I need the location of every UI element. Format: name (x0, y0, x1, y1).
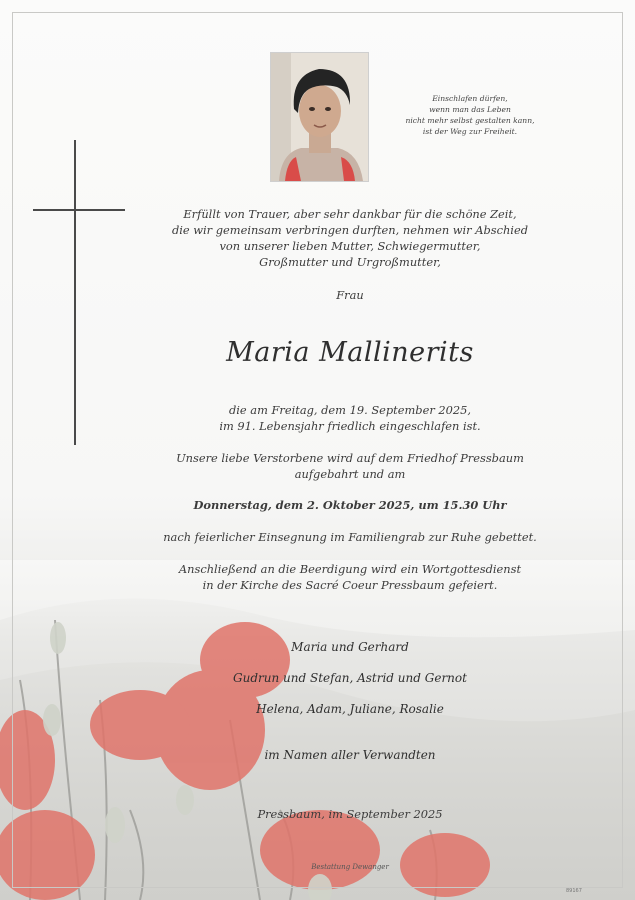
quote-line: wenn man das Leben (429, 105, 511, 114)
salutation: Frau (336, 288, 364, 302)
death-notice-line: die am Freitag, dem 19. September 2025, (229, 403, 471, 417)
family-line: Helena, Adam, Juliane, Rosalie (256, 702, 444, 716)
family-line: Gudrun und Stefan, Astrid und Gernot (233, 671, 467, 685)
service-line: Anschließend an die Beerdigung wird ein Wortgottesdienst (178, 562, 522, 576)
funeral-date: Donnerstag, dem 2. Oktober 2025, um 15.30 Uhr (193, 498, 507, 512)
quote-line: nicht mehr selbst gestalten kann, (405, 116, 535, 125)
cross-symbol-vertical (74, 140, 76, 445)
viewing-line: Unsere liebe Verstorbene wird auf dem Friedhof Pressbaum (176, 451, 524, 465)
deceased-name: Maria Mallinerits (226, 337, 474, 368)
quote-line: ist der Weg zur Freiheit. (422, 127, 518, 136)
viewing-text (110, 450, 590, 482)
service-line: in der Kirche des Sacré Coeur Pressbaum gefeiert. (202, 578, 498, 592)
intro-text (110, 206, 590, 270)
burial-text: nach feierlicher Einsegnung im Familiengrab zur Ruhe gebettet. (163, 530, 537, 544)
death-notice (110, 402, 590, 434)
intro-line: die wir gemeinsam verbringen durften, nehmen wir Abschied (171, 223, 528, 237)
undertaker-credit: Bestattung Dewanger (311, 863, 389, 871)
service-text (110, 561, 590, 593)
intro-line: von unserer lieben Mutter, Schwiegermutter, (219, 239, 481, 253)
family-line: im Namen aller Verwandten (264, 748, 436, 762)
form-code: 89167 (566, 888, 582, 894)
poppy-field-background (0, 560, 635, 900)
place-date: Pressbaum, im September 2025 (257, 807, 443, 821)
family-line: Maria und Gerhard (291, 640, 409, 654)
portrait-photo (270, 52, 369, 182)
quote (404, 93, 536, 137)
quote-line: Einschlafen dürfen, (432, 94, 508, 103)
intro-line: Großmutter und Urgroßmutter, (259, 255, 441, 269)
death-notice-line: im 91. Lebensjahr friedlich eingeschlafen ist. (219, 419, 481, 433)
intro-line: Erfüllt von Trauer, aber sehr dankbar für die schöne Zeit, (183, 207, 517, 221)
viewing-line: aufgebahrt und am (294, 467, 406, 481)
